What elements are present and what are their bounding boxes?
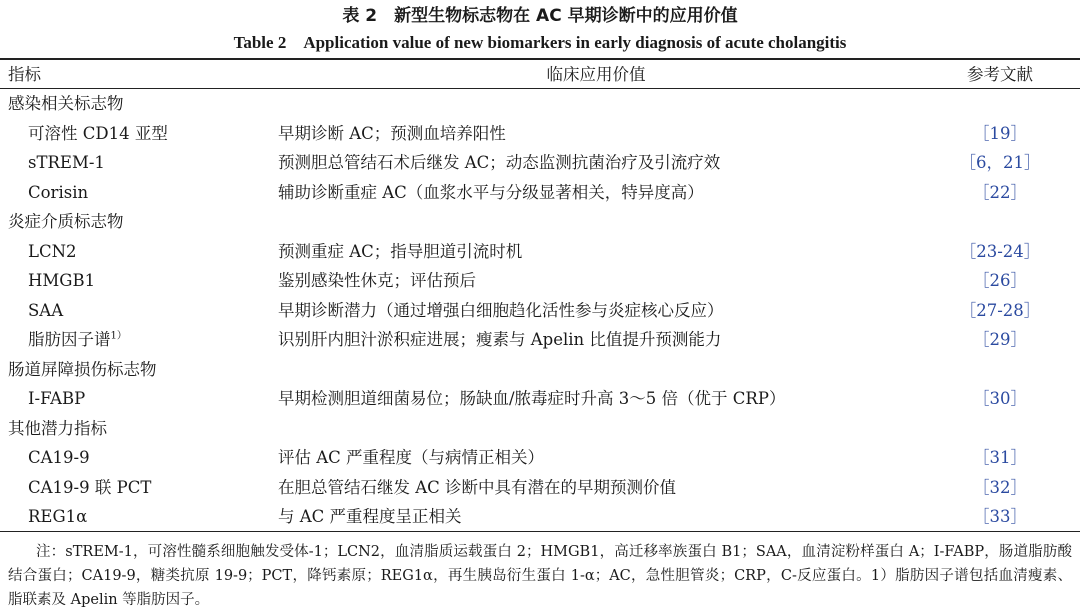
indicator-cell bbox=[28, 384, 85, 413]
indicator-name: sTREM-1 bbox=[28, 153, 105, 172]
table-row bbox=[0, 178, 1080, 207]
clinical-value-cell: 预测胆总管结石术后继发 AC；动态监测抗菌治疗及引流疗效 bbox=[278, 153, 721, 172]
indicator-cell bbox=[28, 148, 105, 177]
indicator-cell bbox=[28, 237, 77, 266]
category-label: 感染相关标志物 bbox=[8, 94, 124, 113]
clinical-value-cell: 与 AC 严重程度呈正相关 bbox=[278, 507, 462, 526]
indicator-name: 可溶性 CD14 亚型 bbox=[28, 123, 168, 143]
reference-link[interactable]: ［27-28］ bbox=[959, 300, 1041, 320]
column-header-clinical-value: 临床应用价值 bbox=[546, 65, 646, 84]
category-row bbox=[0, 355, 1080, 384]
indicator-name: Corisin bbox=[28, 182, 89, 202]
table-row bbox=[0, 266, 1080, 295]
indicator-name: REG1α bbox=[28, 507, 88, 526]
table-row bbox=[0, 237, 1080, 266]
clinical-value-cell: 早期诊断潜力（通过增强白细胞趋化活性参与炎症核心反应） bbox=[278, 300, 724, 320]
clinical-value-cell: 识别肝内胆汁淤积症进展；瘦素与 Apelin 比值提升预测能力 bbox=[278, 330, 722, 349]
category-row bbox=[0, 414, 1080, 443]
category-label: 肠道屏障损伤标志物 bbox=[8, 359, 157, 379]
table-row bbox=[0, 148, 1080, 177]
table-caption-cn: 表 2 新型生物标志物在 AC 早期诊断中的应用价值 bbox=[342, 6, 738, 26]
indicator-cell bbox=[28, 443, 90, 472]
top-rule bbox=[0, 58, 1080, 60]
clinical-value-cell: 鉴别感染性休克；评估预后 bbox=[278, 271, 476, 290]
indicator-cell bbox=[28, 266, 95, 295]
table-caption-en: Table 2 Application value of new biomarkers in early diagnosis of acute cholangitis bbox=[233, 33, 847, 52]
reference-link[interactable]: ［26］ bbox=[973, 271, 1027, 290]
indicator-name: 脂肪因子谱 bbox=[28, 330, 111, 349]
table-row bbox=[0, 384, 1080, 413]
indicator-cell bbox=[28, 473, 151, 502]
indicator-name: CA19-9 bbox=[28, 448, 90, 467]
column-header-indicator: 指标 bbox=[8, 65, 41, 84]
clinical-value-cell: 在胆总管结石继发 AC 诊断中具有潜在的早期预测价值 bbox=[278, 477, 677, 497]
clinical-value-cell: 预测重症 AC；指导胆道引流时机 bbox=[278, 241, 523, 261]
indicator-name: CA19-9 联 PCT bbox=[28, 477, 152, 497]
table-row bbox=[0, 443, 1080, 472]
indicator-cell bbox=[28, 178, 88, 207]
indicator-name: SAA bbox=[28, 300, 64, 320]
table-row bbox=[0, 119, 1080, 148]
footnote-marker: 1） bbox=[110, 330, 127, 342]
indicator-cell bbox=[28, 325, 127, 354]
table-row bbox=[0, 325, 1080, 354]
reference-link[interactable]: ［33］ bbox=[973, 507, 1027, 526]
category-row bbox=[0, 207, 1080, 236]
category-label: 其他潜力指标 bbox=[8, 418, 107, 438]
category-row bbox=[0, 89, 1080, 118]
bottom-rule bbox=[0, 531, 1080, 532]
reference-link[interactable]: ［31］ bbox=[973, 448, 1027, 467]
table-row bbox=[0, 473, 1080, 502]
reference-link[interactable]: ［30］ bbox=[973, 389, 1027, 408]
indicator-name: I-FABP bbox=[28, 389, 86, 408]
indicator-name: LCN2 bbox=[28, 241, 77, 261]
category-label: 炎症介质标志物 bbox=[8, 212, 124, 231]
column-header-references: 参考文献 bbox=[967, 65, 1033, 84]
table-row bbox=[0, 502, 1080, 531]
table-row bbox=[0, 296, 1080, 325]
reference-link[interactable]: ［32］ bbox=[973, 477, 1027, 497]
clinical-value-cell: 评估 AC 严重程度（与病情正相关） bbox=[278, 448, 545, 467]
table-footnote: 注：sTREM-1，可溶性髓系细胞触发受体-1；LCN2，血清脂质运载蛋白 2；HMGB1，高迁移率族蛋白 B1；SAA，血清淀粉样蛋白 A；I-FABP，肠道脂肪酸结合蛋白；CA19-9，糖类抗原 19-9；PCT，降钙素原；REG1α，再生胰岛衍生蛋白 1-α；AC，急性胆管炎；CRP，C-反应蛋白。1）脂肪因子谱包括血清瘦素、脂联素及 Apelin 等脂肪因子。 bbox=[8, 544, 1072, 608]
reference-link[interactable]: ［29］ bbox=[973, 330, 1027, 349]
reference-link[interactable]: ［19］ bbox=[973, 123, 1027, 143]
indicator-name: HMGB1 bbox=[28, 271, 96, 290]
indicator-cell bbox=[28, 119, 168, 148]
indicator-cell bbox=[28, 296, 63, 325]
clinical-value-cell: 早期检测胆道细菌易位；肠缺血/脓毒症时升高 3～5 倍（优于 CRP） bbox=[278, 389, 786, 408]
reference-link[interactable]: ［23-24］ bbox=[959, 241, 1041, 261]
clinical-value-cell: 辅助诊断重症 AC（血浆水平与分级显著相关，特异度高） bbox=[278, 182, 704, 202]
reference-link[interactable]: ［6，21］ bbox=[959, 153, 1041, 172]
reference-link[interactable]: ［22］ bbox=[973, 182, 1027, 202]
indicator-cell bbox=[28, 502, 87, 531]
clinical-value-cell: 早期诊断 AC；预测血培养阳性 bbox=[278, 123, 506, 143]
